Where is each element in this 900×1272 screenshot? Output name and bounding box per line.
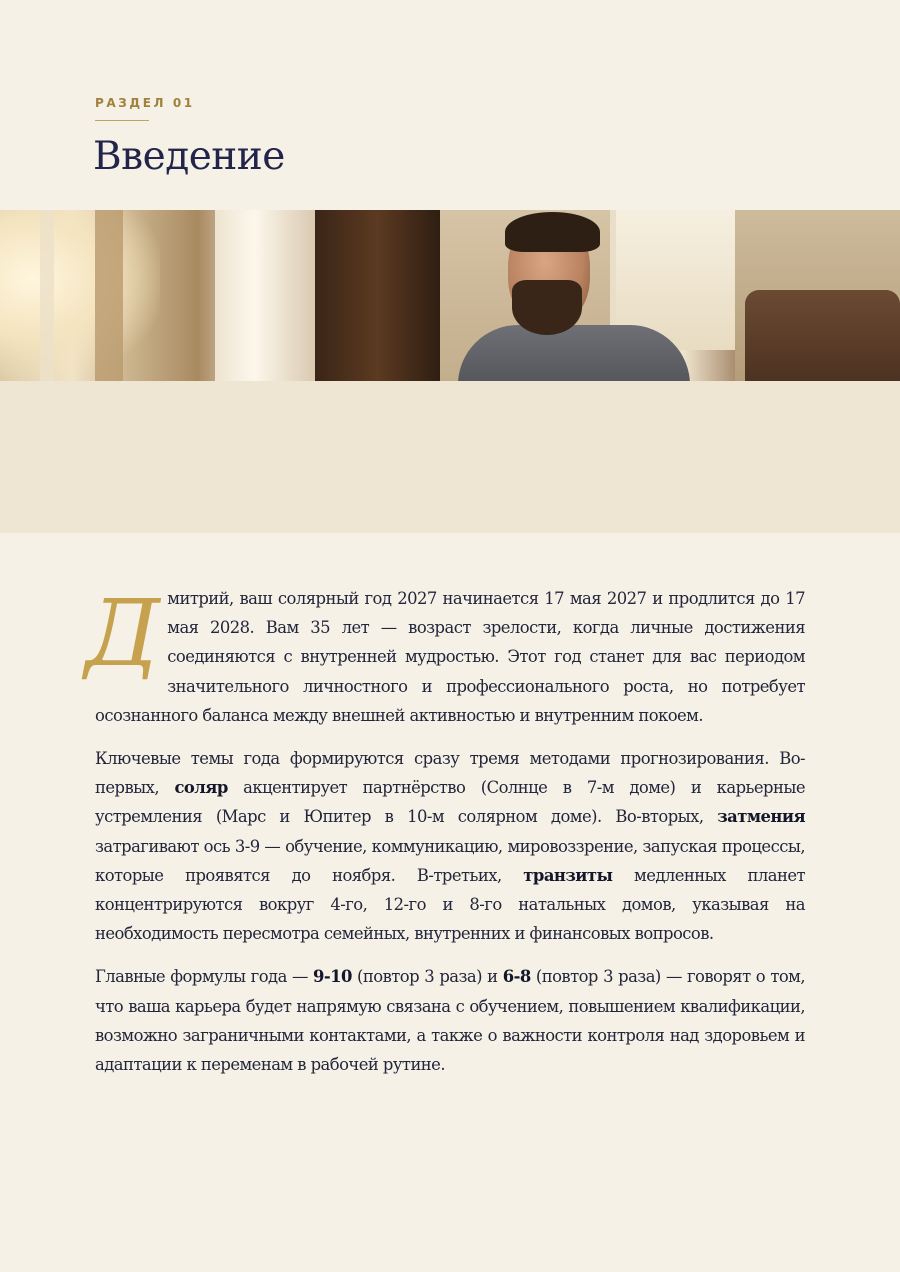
window-light xyxy=(0,210,160,381)
term-solar: соляр xyxy=(174,778,228,798)
header-photo xyxy=(0,210,900,381)
paragraph-text: Ключевые темы года формируются сразу тремя методами прогнозирования. Во-первых, xyxy=(95,749,805,798)
window-frame xyxy=(40,210,54,381)
intro-paragraph-2 xyxy=(95,744,805,948)
formula-6-8: 6-8 xyxy=(502,967,531,987)
intro-paragraph-1 xyxy=(85,580,805,730)
armchair xyxy=(745,290,900,381)
page-title: Введение xyxy=(93,134,285,179)
paragraph-text: медленных планет концентрируются вокруг 4-го, 12-го и 8-го натальных домов, указывая на необходимость пересмотра семейных, внутренних и финансовых вопросов. xyxy=(95,865,805,944)
paragraph-text: акцентирует партнёрство (Солнце в 7-м доме) и карьерные устремления (Марс и Юпитер в 10-м солярном доме). Во-вторых, xyxy=(95,778,805,827)
paragraph-text: митрий, ваш солярный год 2027 начинается 17 мая 2027 и продлится до 17 мая 2028. Вам 35 лет — возраст зрелости, когда личные достижения соединяются с внутренней мудростью. Этот год станет для вас периодом значительного личностного и профессионального роста, но потребует осознанного баланса между внешней активностью и внутренним покоем. xyxy=(95,589,805,725)
person-body xyxy=(458,325,690,381)
intro-paragraph-3 xyxy=(95,962,805,1079)
term-transits: транзиты xyxy=(523,865,613,885)
window-frame xyxy=(95,210,123,381)
paragraph-text: (повтор 3 раза) и xyxy=(351,967,503,987)
paragraph-text: Главные формулы года — xyxy=(95,967,314,987)
paragraph-text: (повтор 3 раза) — говорят о том, что ваша карьера будет напрямую связана с обучением, повышением квалификации, возможно заграничными контактами, а также о важности контроля над здоровьем и адаптации к переменам в рабочей рутине. xyxy=(95,967,806,1075)
paragraph-text: затрагивают ось 3-9 — обучение, коммуникацию, мировоззрение, запуская процессы, которые проявятся до ноября. В-третьих, xyxy=(95,836,805,885)
person-beard xyxy=(512,280,582,335)
term-eclipses: затмения xyxy=(717,807,805,827)
section-divider xyxy=(95,120,149,121)
section-label: РАЗДЕЛ 01 xyxy=(95,96,195,110)
intro-text xyxy=(85,580,806,1093)
formula-9-10: 9-10 xyxy=(313,967,352,987)
drop-cap: Д xyxy=(85,580,160,687)
person-hair xyxy=(505,212,600,252)
bookshelf xyxy=(315,210,440,381)
curtain xyxy=(215,210,315,381)
decorative-band xyxy=(0,381,900,533)
